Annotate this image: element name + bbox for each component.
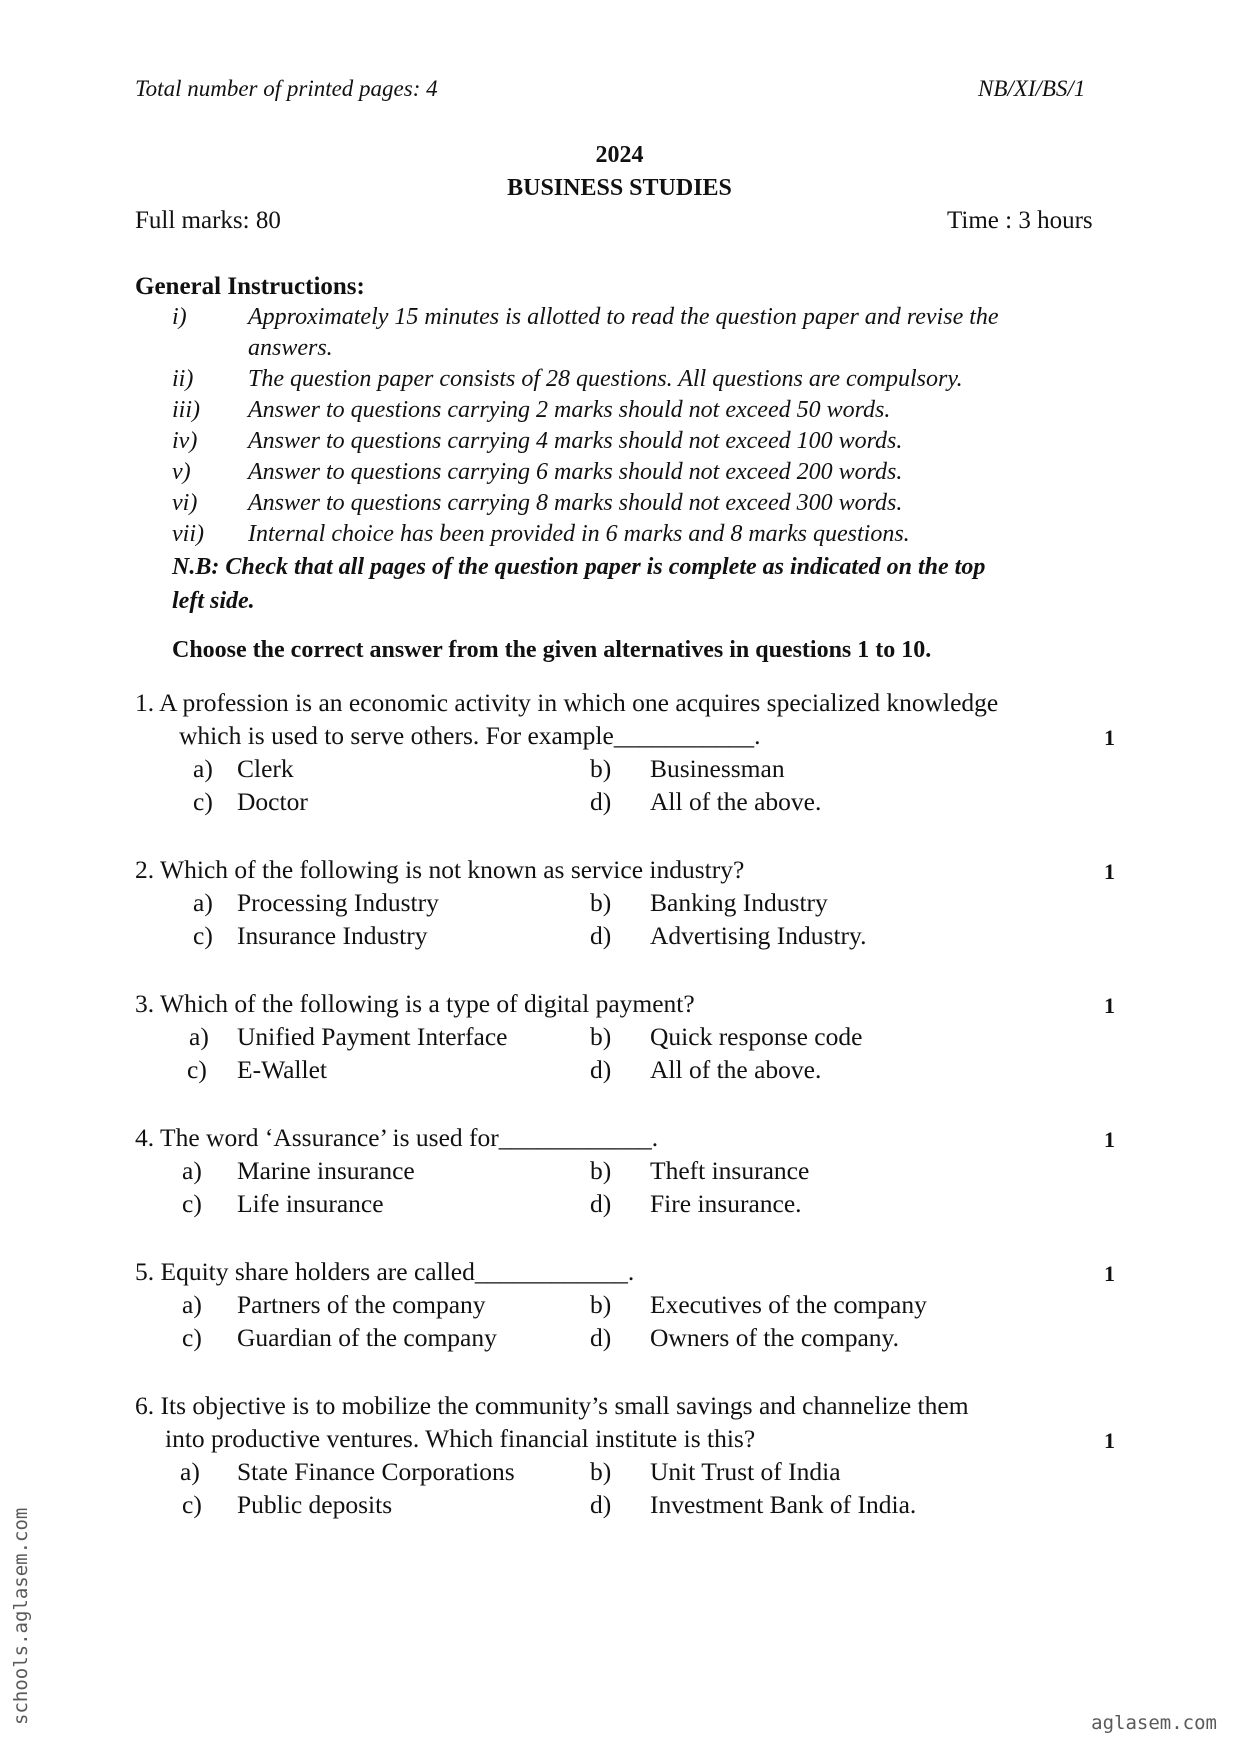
question-6-line-1: 6. Its objective is to mobilize the community’s small savings and channelize them	[135, 1391, 969, 1420]
option-label: d)	[590, 1189, 612, 1218]
option-label: b)	[590, 1022, 612, 1051]
option-label: c)	[182, 1189, 202, 1218]
instruction-number: iii)	[172, 397, 200, 423]
question-2-line-1: 2. Which of the following is not known as service industry?	[135, 855, 745, 884]
option-label: a)	[182, 1290, 202, 1319]
exam-subject: BUSINESS STUDIES	[507, 175, 732, 201]
nb-note: N.B: Check that all pages of the question paper is complete as indicated on the top	[172, 554, 986, 580]
option-label: c)	[182, 1323, 202, 1352]
instruction-text: Answer to questions carrying 8 marks should not exceed 300 words.	[248, 490, 903, 516]
section-heading: Choose the correct answer from the given alternatives in questions 1 to 10.	[172, 637, 932, 663]
question-4-line-1: 4. The word ‘Assurance’ is used for____________.	[135, 1123, 659, 1152]
option-text: Clerk	[237, 754, 294, 783]
instruction-number: v)	[172, 459, 191, 485]
option-text: All of the above.	[650, 1055, 822, 1084]
option-label: a)	[193, 754, 213, 783]
option-text: Advertising Industry.	[650, 921, 867, 950]
option-text: Fire insurance.	[650, 1189, 802, 1218]
instruction-text: Approximately 15 minutes is allotted to read the question paper and revise the	[248, 304, 999, 330]
option-text: Life insurance	[237, 1189, 384, 1218]
instructions-heading: General Instructions:	[135, 273, 365, 300]
option-text: Investment Bank of India.	[650, 1490, 917, 1519]
option-text: Owners of the company.	[650, 1323, 900, 1352]
exam-year: 2024	[595, 142, 644, 168]
option-text: Guardian of the company	[237, 1323, 497, 1352]
option-label: d)	[590, 1490, 612, 1519]
option-text: Unified Payment Interface	[237, 1022, 508, 1051]
option-label: b)	[590, 754, 612, 783]
option-label: b)	[590, 1290, 612, 1319]
question-2-marks: 1	[1104, 859, 1115, 884]
instruction-number: vii)	[172, 521, 204, 547]
option-text: Quick response code	[650, 1022, 863, 1051]
option-label: b)	[590, 1457, 612, 1486]
option-text: Executives of the company	[650, 1290, 927, 1319]
question-6-marks: 1	[1104, 1428, 1115, 1453]
time-allowed: Time : 3 hours	[947, 207, 1093, 234]
option-label: c)	[187, 1055, 207, 1084]
instruction-text: Answer to questions carrying 4 marks should not exceed 100 words.	[248, 428, 903, 454]
instruction-number: vi)	[172, 490, 198, 516]
option-label: a)	[193, 888, 213, 917]
option-text: Marine insurance	[237, 1156, 415, 1185]
printed-pages-note: Total number of printed pages: 4	[135, 76, 438, 101]
option-label: b)	[590, 888, 612, 917]
nb-note-continued: left side.	[172, 588, 255, 614]
option-label: d)	[590, 921, 612, 950]
option-text: Doctor	[237, 787, 308, 816]
option-label: b)	[590, 1156, 612, 1185]
option-label: c)	[182, 1490, 202, 1519]
option-label: c)	[193, 921, 213, 950]
question-1-line-1: 1. A profession is an economic activity in which one acquires specialized knowledge	[135, 688, 999, 717]
option-label: d)	[590, 1323, 612, 1352]
option-label: d)	[590, 787, 612, 816]
instruction-text: Answer to questions carrying 2 marks should not exceed 50 words.	[248, 397, 891, 423]
option-label: a)	[189, 1022, 209, 1051]
side-watermark: schools.aglasem.com	[10, 1507, 32, 1725]
instruction-number: ii)	[172, 366, 194, 392]
question-5-marks: 1	[1104, 1261, 1115, 1286]
option-text: Insurance Industry	[237, 921, 428, 950]
option-text: Businessman	[650, 754, 785, 783]
option-label: d)	[590, 1055, 612, 1084]
bottom-right-watermark: aglasem.com	[1091, 1712, 1217, 1734]
option-text: Partners of the company	[237, 1290, 486, 1319]
question-1-marks: 1	[1104, 725, 1115, 750]
paper-code: NB/XI/BS/1	[978, 76, 1086, 101]
option-text: Theft insurance	[650, 1156, 810, 1185]
question-6-line-2: into productive ventures. Which financial institute is this?	[165, 1424, 756, 1453]
option-label: a)	[180, 1457, 200, 1486]
option-text: State Finance Corporations	[237, 1457, 515, 1486]
option-text: Banking Industry	[650, 888, 828, 917]
option-label: a)	[182, 1156, 202, 1185]
instruction-text: The question paper consists of 28 questions. All questions are compulsory.	[248, 366, 963, 392]
option-text: All of the above.	[650, 787, 822, 816]
instruction-number: iv)	[172, 428, 198, 454]
option-text: Unit Trust of India	[650, 1457, 841, 1486]
option-text: E-Wallet	[237, 1055, 327, 1084]
instruction-text: answers.	[248, 335, 333, 361]
question-3-marks: 1	[1104, 993, 1115, 1018]
full-marks: Full marks: 80	[135, 207, 281, 234]
question-5-line-1: 5. Equity share holders are called____________.	[135, 1257, 635, 1286]
instruction-text: Answer to questions carrying 6 marks should not exceed 200 words.	[248, 459, 903, 485]
question-4-marks: 1	[1104, 1127, 1115, 1152]
option-label: c)	[193, 787, 213, 816]
option-text: Public deposits	[237, 1490, 393, 1519]
instruction-number: i)	[172, 304, 187, 330]
question-1-line-2: which is used to serve others. For example___________.	[179, 721, 761, 750]
option-text: Processing Industry	[237, 888, 439, 917]
instruction-text: Internal choice has been provided in 6 marks and 8 marks questions.	[248, 521, 910, 547]
question-3-line-1: 3. Which of the following is a type of digital payment?	[135, 989, 695, 1018]
